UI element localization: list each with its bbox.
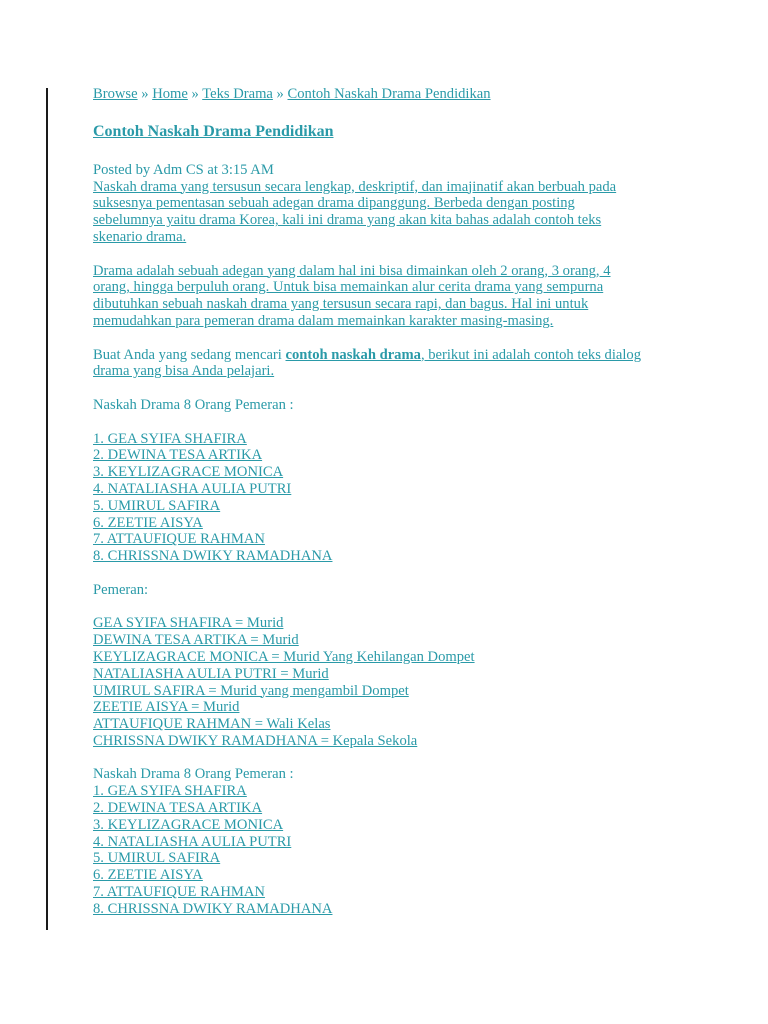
paragraph-intro[interactable] [93, 179, 693, 246]
paragraph-line [93, 347, 693, 364]
breadcrumb-separator: » [187, 86, 203, 102]
list-item[interactable]: 3. KEYLIZAGRACE MONICA [93, 464, 284, 481]
paragraph-definition[interactable] [93, 263, 693, 330]
keyword-link[interactable]: contoh naskah drama [285, 346, 421, 363]
paragraph-line[interactable]: memudahkan para pemeran drama dalam memainkan karakter masing-masing. [93, 312, 554, 329]
list-item[interactable]: KEYLIZAGRACE MONICA = Murid Yang Kehilangan Dompet [93, 648, 475, 665]
paragraph-text: Buat Anda yang sedang mencari [93, 346, 286, 363]
breadcrumb-teks-drama[interactable]: Teks Drama [202, 86, 273, 102]
list-item[interactable]: 1. GEA SYIFA SHAFIRA [93, 430, 247, 447]
list-item[interactable]: 4. NATALIASHA AULIA PUTRI [93, 480, 292, 497]
breadcrumb-separator: » [272, 86, 288, 102]
list-item[interactable]: GEA SYIFA SHAFIRA = Murid [93, 615, 284, 632]
list-item[interactable]: ATTAUFIQUE RAHMAN = Wali Kelas [93, 716, 331, 733]
paragraph-search [93, 347, 693, 381]
list-item[interactable]: 2. DEWINA TESA ARTIKA [93, 800, 263, 817]
list-item[interactable]: 3. KEYLIZAGRACE MONICA [93, 816, 284, 833]
article-title-text[interactable]: Contoh Naskah Drama Pendidikan [93, 122, 334, 140]
cast-heading: Naskah Drama 8 Orang Pemeran : [93, 766, 294, 783]
breadcrumb-current[interactable]: Contoh Naskah Drama Pendidikan [287, 86, 491, 102]
breadcrumb-browse[interactable]: Browse [93, 86, 138, 102]
article-content [93, 86, 693, 934]
list-item[interactable]: UMIRUL SAFIRA = Murid yang mengambil Dompet [93, 682, 409, 699]
breadcrumb [93, 86, 693, 103]
paragraph-line[interactable]: Drama adalah sebuah adegan yang dalam hal ini bisa dimainkan oleh 2 orang, 3 orang, 4 [93, 262, 611, 279]
list-item[interactable]: 1. GEA SYIFA SHAFIRA [93, 783, 247, 800]
cast-heading: Naskah Drama 8 Orang Pemeran : [93, 396, 294, 413]
list-item[interactable]: CHRISSNA DWIKY RAMADHANA = Kepala Sekola [93, 732, 418, 749]
list-item[interactable]: 6. ZEETIE AISYA [93, 867, 203, 884]
list-item[interactable]: 4. NATALIASHA AULIA PUTRI [93, 833, 292, 850]
paragraph-line[interactable]: suksesnya pementasan sebuah adegan drama dipanggung. Berbeda dengan posting [93, 195, 575, 212]
paragraph-line[interactable]: skenario drama. [93, 228, 187, 245]
paragraph-text[interactable]: , berikut ini adalah contoh teks dialog [420, 346, 642, 363]
list-item[interactable]: 8. CHRISSNA DWIKY RAMADHANA [93, 900, 333, 917]
list-item[interactable]: 7. ATTAUFIQUE RAHMAN [93, 884, 265, 901]
paragraph-line[interactable]: drama yang bisa Anda pelajari. [93, 363, 275, 380]
posted-by: Posted by Adm CS at 3:15 AM [93, 161, 274, 178]
roles-list [93, 615, 693, 749]
roles-heading: Pemeran: [93, 581, 149, 598]
article-title[interactable] [93, 122, 693, 142]
paragraph-line[interactable]: sebelumnya yaitu drama Korea, kali ini drama yang akan kita bahas adalah contoh teks [93, 212, 602, 229]
list-item[interactable]: 5. UMIRUL SAFIRA [93, 850, 221, 867]
list-item[interactable]: 6. ZEETIE AISYA [93, 514, 203, 531]
paragraph-line[interactable]: dibutuhkan sebuah naskah drama yang tersusun secara rapi, dan bagus. Hal ini untuk [93, 296, 589, 313]
paragraph-line[interactable]: orang, hingga berpuluh orang. Untuk bisa memainkan alur cerita drama yang sempurna [93, 279, 604, 296]
breadcrumb-separator: » [137, 86, 153, 102]
list-item[interactable]: DEWINA TESA ARTIKA = Murid [93, 632, 299, 649]
cast-list [93, 783, 693, 917]
list-item[interactable]: NATALIASHA AULIA PUTRI = Murid [93, 665, 329, 682]
margin-rule [46, 88, 48, 930]
cast-list [93, 431, 693, 565]
list-item[interactable]: 2. DEWINA TESA ARTIKA [93, 447, 263, 464]
breadcrumb-home[interactable]: Home [152, 86, 188, 102]
list-item[interactable]: 7. ATTAUFIQUE RAHMAN [93, 531, 265, 548]
paragraph-line[interactable]: Naskah drama yang tersusun secara lengkap, deskriptif, dan imajinatif akan berbuah pada [93, 178, 617, 195]
list-item[interactable]: 5. UMIRUL SAFIRA [93, 497, 221, 514]
list-item[interactable]: 8. CHRISSNA DWIKY RAMADHANA [93, 548, 333, 565]
list-item[interactable]: ZEETIE AISYA = Murid [93, 699, 240, 716]
